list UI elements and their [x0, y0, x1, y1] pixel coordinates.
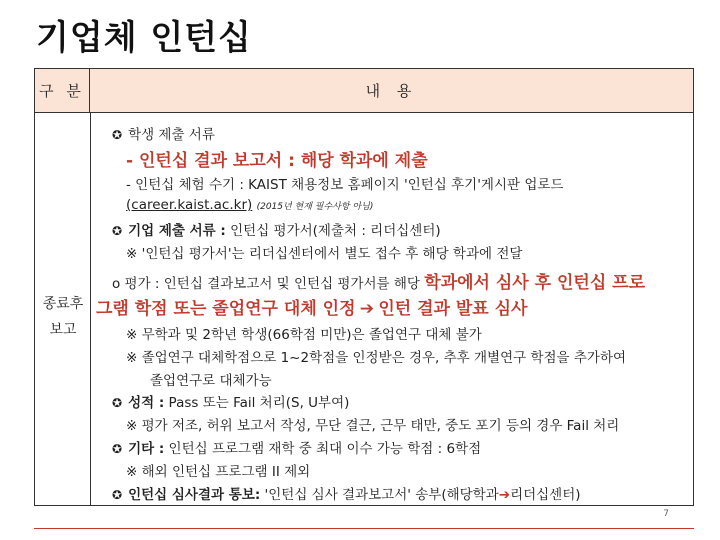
row-label-1: 종료후	[42, 296, 84, 312]
row-label-2: 보고	[49, 322, 77, 338]
list-item: ※ '인턴십 평가서'는 리더십센터에서 별도 접수 후 해당 학과에 전달	[126, 246, 523, 262]
bullet-icon: ✪	[112, 128, 123, 142]
career-link[interactable]: (career.kaist.ac.kr)	[126, 197, 253, 213]
bullet-icon: ✪	[112, 442, 123, 456]
list-item: ✪ 기업 제출 서류 : 인턴십 평가서(제출처 : 리더십센터)	[112, 223, 441, 239]
list-item: o 평가 : 인턴십 결과보고서 및 인턴십 평가서를 해당 학과에서 심사 후 인턴십 프로	[112, 273, 646, 293]
list-item: ✪ 성적 : Pass 또는 Fail 처리(S, U부여)	[112, 395, 350, 411]
page-title: 기업체 인턴십	[36, 18, 252, 58]
list-item: - 인턴십 결과 보고서 : 해당 학과에 제출	[126, 151, 428, 171]
bullet-icon: ✪	[112, 396, 123, 410]
list-item: ✪ 기타 : 인턴십 프로그램 재학 중 최대 이수 가능 학점 : 6학점	[112, 441, 482, 457]
table-content	[90, 113, 693, 505]
info-table	[34, 68, 694, 519]
list-item: - 인턴십 체험 수기 : KAIST 채용정보 홈페이지 '인턴십 후기'게시판 업로드	[126, 177, 564, 193]
list-item: ※ 평가 저조, 허위 보고서 작성, 무단 결근, 근무 태만, 중도 포기 등의 경우 Fail 처리	[126, 418, 620, 434]
bullet-icon: ✪	[112, 488, 123, 502]
list-item: ✪ 학생 제출 서류	[112, 127, 215, 143]
bullet-icon: ✪	[112, 224, 123, 238]
list-item: 그램 학점 또는 졸업연구 대체 인정 ➔ 인턴 결과 발표 심사	[96, 299, 528, 319]
page-number: 7	[663, 509, 669, 519]
list-item: ✪ 인턴십 심사결과 통보: '인턴십 심사 결과보고서' 송부(해당학과➔리더십센터)	[112, 487, 581, 503]
list-item: (career.kaist.ac.kr) (2015년 현재 필수사항 아님)	[126, 197, 374, 213]
footer-rule	[34, 528, 694, 529]
table-header	[35, 69, 693, 113]
list-item: 졸업연구로 대체가능	[150, 373, 272, 389]
list-item: ※ 해외 인턴십 프로그램 II 제외	[126, 464, 311, 480]
list-item: ※ 졸업연구 대체학점으로 1~2학점을 인정받은 경우, 추후 개별연구 학점을 추가하여	[126, 350, 627, 366]
arrow-right-icon: ➔	[498, 487, 511, 503]
header-category: 구 분	[35, 69, 90, 112]
list-item: ※ 무학과 및 2학년 학생(66학점 미만)은 졸업연구 대체 불가	[126, 327, 482, 343]
arrow-right-icon: ➔	[359, 299, 375, 319]
header-content: 내 용	[365, 82, 418, 100]
